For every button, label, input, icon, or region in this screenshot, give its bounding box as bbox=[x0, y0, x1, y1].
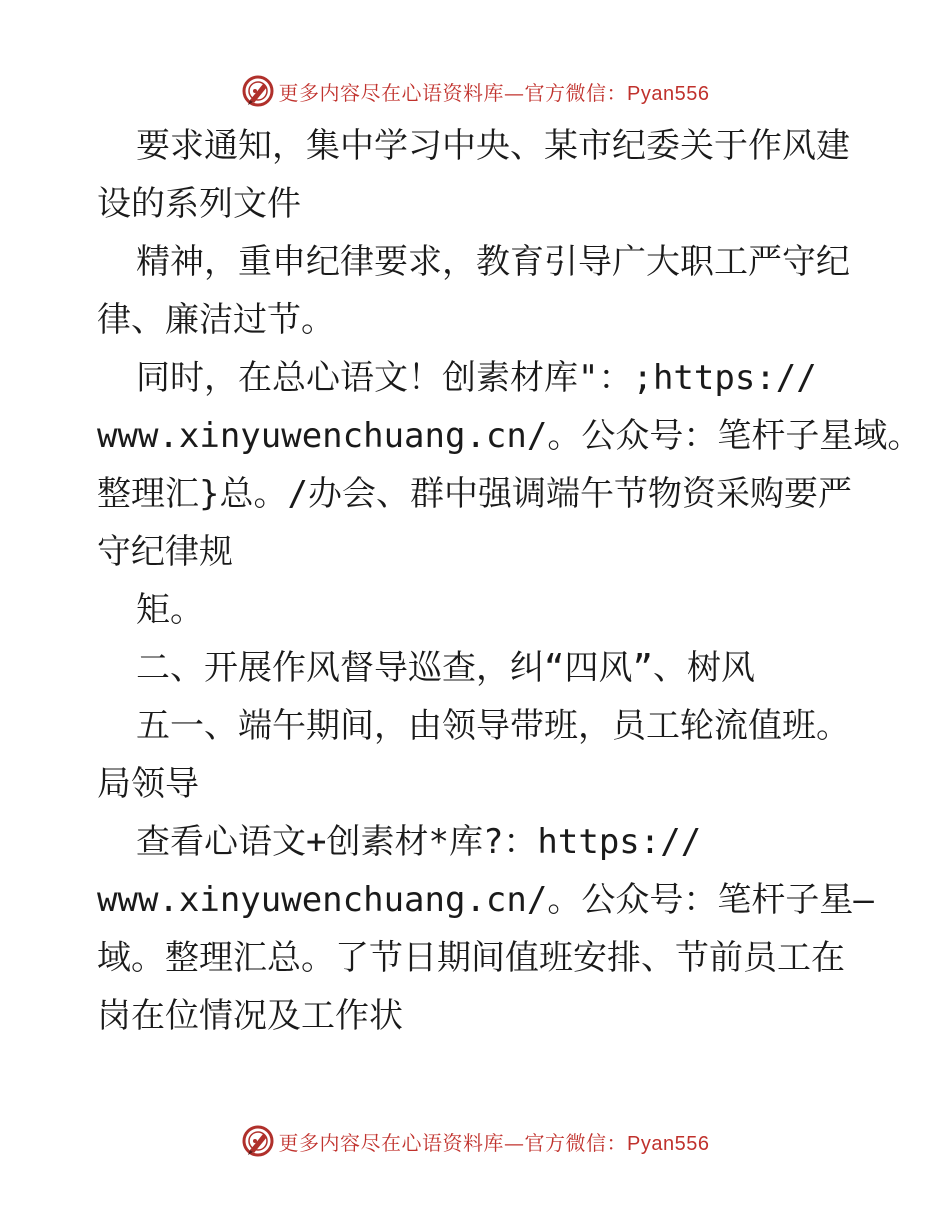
text-line: 五一、端午期间，由领导带班，员工轮流值班。 bbox=[136, 706, 850, 746]
text-line: 精神，重申纪律要求，教育引导广大职工严守纪 bbox=[136, 242, 850, 282]
footer-banner bbox=[0, 1124, 950, 1158]
text-line: 要求通知，集中学习中央、某市纪委关于作风建 bbox=[136, 126, 850, 166]
text-line: 查看心语文+创素材*库?：https:// bbox=[136, 822, 702, 862]
banner-text: 更多内容尽在心语资料库—官方微信：Pyan556 bbox=[278, 1130, 710, 1155]
text-line: 同时，在总心语文！创素材库"：;https:// bbox=[136, 358, 817, 398]
text-line: www.xinyuwenchuang.cn/。公众号：笔杆子星域。 bbox=[97, 416, 922, 456]
pen-logo-icon bbox=[241, 1124, 275, 1158]
header-banner bbox=[0, 74, 950, 108]
text-line: 律、廉洁过节。 bbox=[97, 300, 335, 340]
text-line: 局领导 bbox=[97, 764, 199, 804]
text-line: 域。整理汇总。了节日期间值班安排、节前员工在 bbox=[97, 938, 845, 978]
banner-text: 更多内容尽在心语资料库—官方微信：Pyan556 bbox=[278, 80, 710, 105]
wechat-id: Pyan556 bbox=[627, 1132, 710, 1155]
text-line: 设的系列文件 bbox=[97, 184, 301, 224]
pen-logo-icon bbox=[241, 74, 275, 108]
text-line: 岗在位情况及工作状 bbox=[97, 996, 403, 1036]
text-line: www.xinyuwenchuang.cn/。公众号：笔杆子星— bbox=[97, 880, 874, 920]
wechat-id: Pyan556 bbox=[627, 82, 710, 105]
text-line: 矩。 bbox=[136, 590, 204, 630]
text-line: 二、开展作风督导巡查，纠“四风”、树风 bbox=[136, 648, 755, 688]
body-text bbox=[97, 117, 922, 1045]
text-line: 守纪律规 bbox=[97, 532, 233, 572]
text-line: 整理汇}总。/办会、群中强调端午节物资采购要严 bbox=[97, 474, 852, 514]
